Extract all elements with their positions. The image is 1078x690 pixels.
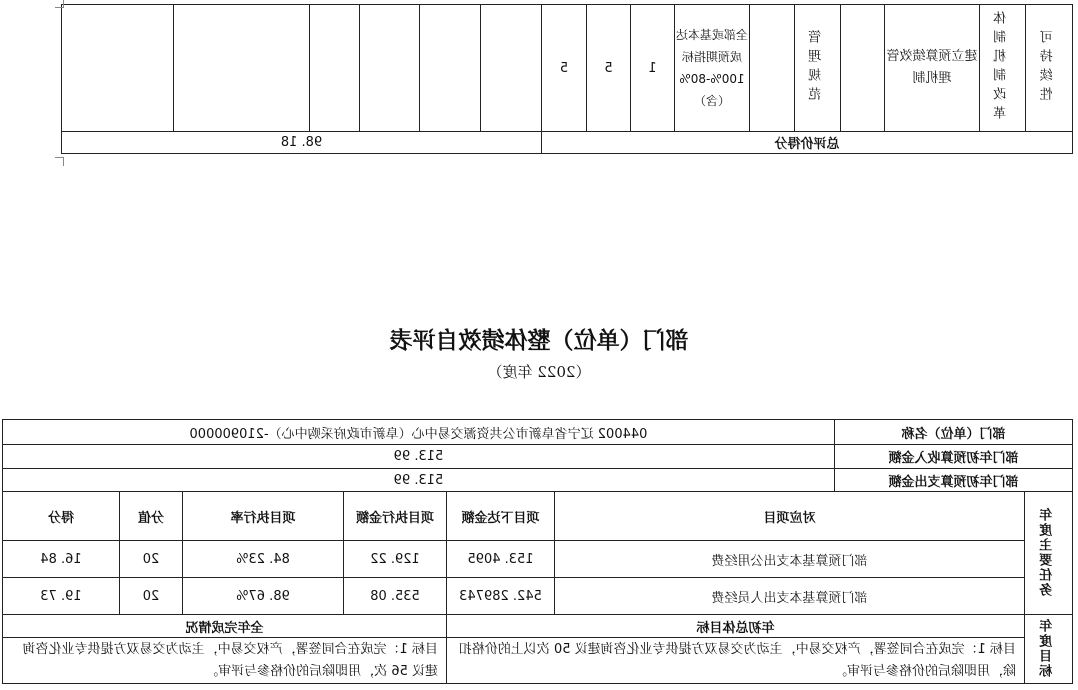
table-row <box>2 541 1072 578</box>
self-evaluation-table <box>2 419 1073 684</box>
indicator-management: 管理规范 <box>795 5 841 132</box>
indicator-weight: 1 <box>631 5 675 132</box>
budget-expense-value: 513. 99 <box>2 469 834 492</box>
issued-amount: 153. 4095 <box>446 541 554 578</box>
indicator-reform: 体制机制改革 <box>980 5 1026 132</box>
header-issued-amount: 项目下达金额 <box>446 492 554 541</box>
dept-name-value: 044002 辽宁省阜新市公共资源交易中心（阜新市政府采购中心）-210900000 <box>2 420 834 445</box>
executed-amount: 129. 22 <box>343 541 446 578</box>
project-name: 部门预算基本支出人员经费 <box>554 578 1024 615</box>
budget-expense-label: 部门年初预算支出金额 <box>834 469 1072 492</box>
page-title: 部门（单位）整体绩效自评表 <box>389 327 689 354</box>
indicator-mechanism: 建立预算绩效管理机制 <box>885 5 980 132</box>
total-score-label: 总评价得分 <box>542 132 1073 154</box>
indicator-sustainability: 可持续性 <box>1026 5 1073 132</box>
header-score: 得分 <box>2 492 119 541</box>
initial-goal-text: 目标 1：完成在合同签署，产权交易中，主动为交易双方提供专业化咨询建议 50 次以上的价格扣除，用即除后的价格参与评审。 <box>446 638 1024 684</box>
indicator-empty-cell <box>420 5 481 132</box>
budget-income-value: 513. 99 <box>2 445 834 469</box>
indicator-standard: 全部或基本达成预期指标100%-80%（含） <box>675 5 750 132</box>
completion-text: 目标 1：完成在合同签署，产权交易中，主动为交易双方提供专业化咨询建议 56 次，用即除后的价格参与评审。 <box>2 638 446 684</box>
indicator-empty-cell <box>841 5 885 132</box>
annual-tasks-label: 年度主要任务 <box>1025 492 1073 615</box>
table-row <box>2 578 1072 615</box>
indicator-score: 5 <box>542 5 587 132</box>
indicator-empty-cell <box>750 5 795 132</box>
header-executed-amount: 项目执行金额 <box>343 492 446 541</box>
score: 16. 84 <box>2 541 119 578</box>
execution-rate: 84. 23% <box>182 541 343 578</box>
indicator-empty-cell <box>310 5 360 132</box>
score: 19. 73 <box>2 578 119 615</box>
header-execution-rate: 项目执行率 <box>182 492 343 541</box>
indicator-empty-cell <box>481 5 542 132</box>
indicator-empty-cell <box>62 5 174 132</box>
performance-indicator-table <box>61 4 1073 154</box>
execution-rate: 98. 67% <box>182 578 343 615</box>
score-value: 20 <box>119 541 182 578</box>
annual-goals-label: 年度目标 <box>1025 615 1073 684</box>
header-project: 对应项目 <box>554 492 1024 541</box>
page-corner-mark <box>55 157 64 166</box>
indicator-empty-cell <box>360 5 420 132</box>
executed-amount: 535. 08 <box>343 578 446 615</box>
dept-name-label: 部门（单位）名称 <box>834 420 1072 445</box>
completion-label: 全年完成情况 <box>2 615 446 638</box>
indicator-score-value: 5 <box>587 5 631 132</box>
project-name: 部门预算基本支出公用经费 <box>554 541 1024 578</box>
issued-amount: 542. 289743 <box>446 578 554 615</box>
page-subtitle: （2022 年度） <box>487 363 591 381</box>
page-corner-mark <box>55 0 64 8</box>
header-score-value: 分值 <box>119 492 182 541</box>
indicator-empty-cell <box>174 5 310 132</box>
initial-goal-label: 年初总体目标 <box>446 615 1024 638</box>
score-value: 20 <box>119 578 182 615</box>
budget-income-label: 部门年初预算收入金额 <box>834 445 1072 469</box>
total-score-value: 98. 18 <box>62 132 542 154</box>
